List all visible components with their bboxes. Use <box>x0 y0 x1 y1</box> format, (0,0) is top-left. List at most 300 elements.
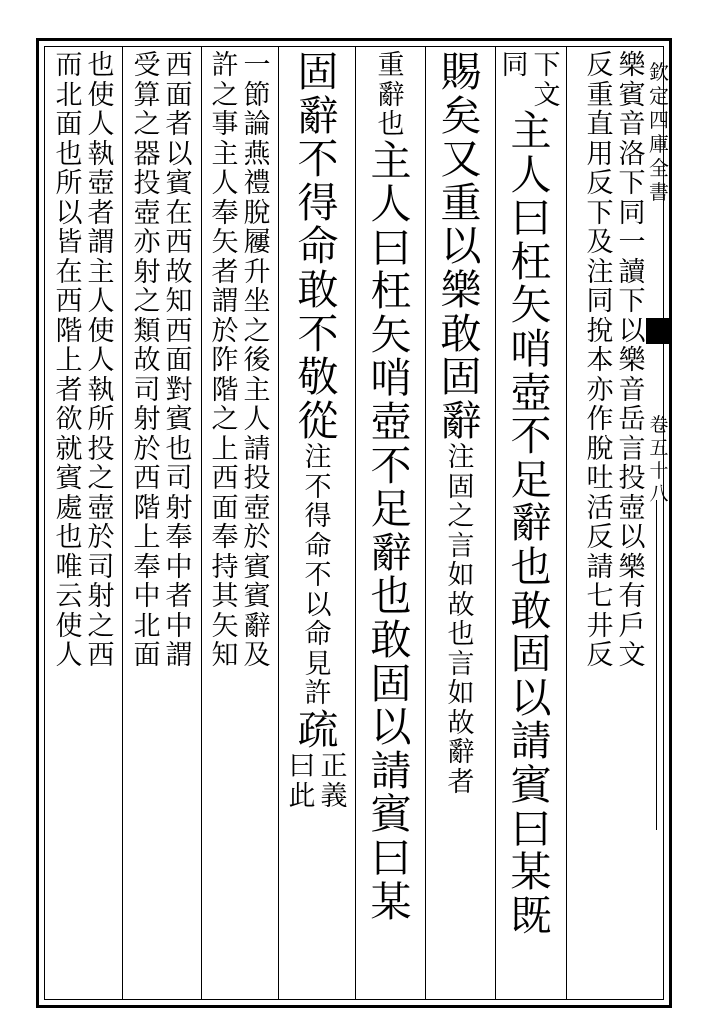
annotation-char: 處 <box>55 492 83 524</box>
annotation-char: 投 <box>618 463 646 494</box>
annotation-char: 謂 <box>87 227 115 258</box>
text-column-5 <box>283 48 353 812</box>
text-column-4 <box>360 52 422 925</box>
annotation-char: 西 <box>87 640 115 671</box>
commentary-char: 故 <box>447 707 475 739</box>
annotation-char: 主 <box>243 374 271 406</box>
annotation-char: 執 <box>87 374 115 406</box>
annotation-char: 同 <box>618 197 646 229</box>
annotation-char: 及 <box>243 640 271 671</box>
annotation-char: 面 <box>165 345 193 376</box>
text-column-7 <box>127 52 199 672</box>
main-char: 以 <box>440 222 482 271</box>
annotation-char: 人 <box>211 168 239 199</box>
annotation-left-line <box>586 52 615 672</box>
annotation-char: 同 <box>501 50 529 81</box>
main-char: 又 <box>440 135 482 184</box>
column-rule <box>495 46 496 1000</box>
annotation-left-line <box>55 52 84 672</box>
annotation-char: 重 <box>586 79 614 111</box>
annotation-char: 上 <box>211 433 239 465</box>
annotation-char: 挩 <box>586 315 614 347</box>
main-text <box>510 107 552 940</box>
annotation-char: 也 <box>87 50 115 81</box>
annotation-char: 西 <box>165 50 193 81</box>
annotation-char: 音 <box>618 374 646 406</box>
column-rule <box>201 46 202 1000</box>
annotation-char: 義 <box>320 780 348 812</box>
annotation-char: 面 <box>133 640 161 671</box>
main-char: 枉 <box>510 237 552 286</box>
main-char: 請 <box>510 717 552 766</box>
main-char: 固 <box>297 48 339 96</box>
text-column-2 <box>500 52 562 939</box>
annotation-char: 也 <box>165 433 193 465</box>
annotation-char: 欲 <box>55 404 83 435</box>
commentary-char: 者 <box>447 766 475 798</box>
annotation-char: 者 <box>165 109 193 140</box>
main-char: 也 <box>510 542 552 591</box>
annotation-char: 賓 <box>165 168 193 199</box>
main-char: 人 <box>370 180 412 229</box>
annotation-char: 人 <box>87 286 115 317</box>
annotation-char: 曰 <box>288 751 316 783</box>
main-char: 足 <box>510 455 552 504</box>
annotation-char: 下 <box>618 286 646 317</box>
commentary-char: 辭 <box>447 737 475 769</box>
annotation-char: 階 <box>133 492 161 524</box>
annotation-char: 就 <box>55 433 83 465</box>
commentary-text <box>305 444 332 710</box>
annotation-char: 之 <box>133 109 161 140</box>
annotation-char: 司 <box>165 463 193 494</box>
commentary-char: 注 <box>447 442 475 474</box>
annotation-char: 壺 <box>133 197 161 229</box>
main-char: 敢 <box>370 616 412 665</box>
main-char: 敢 <box>297 265 339 314</box>
annotation-char: 壺 <box>243 492 271 524</box>
commentary-char: 注 <box>304 442 332 474</box>
annotation-char: 下 <box>586 197 614 229</box>
main-char: 敬 <box>297 353 339 402</box>
main-char: 敢 <box>440 309 482 358</box>
annotation-left-line <box>133 52 162 672</box>
annotation-block <box>288 753 349 812</box>
margin-char: 庫 <box>649 132 669 156</box>
main-char: 也 <box>370 572 412 621</box>
annotation-char: 反 <box>586 640 614 671</box>
annotation-char: 賓 <box>618 79 646 111</box>
main-char: 疏 <box>297 705 339 754</box>
annotation-char: 於 <box>87 522 115 553</box>
annotation-char: 司 <box>87 551 115 583</box>
column-rule <box>122 46 123 1000</box>
main-char: 不 <box>370 441 412 490</box>
annotation-char: 算 <box>133 79 161 111</box>
main-char: 賓 <box>370 790 412 839</box>
annotation-char: 中 <box>165 610 193 642</box>
annotation-char: 持 <box>211 551 239 583</box>
annotation-char: 作 <box>586 404 614 435</box>
main-char: 壺 <box>510 368 552 417</box>
annotation-char: 及 <box>586 227 614 258</box>
annotation-char: 壺 <box>87 168 115 199</box>
annotation-char: 以 <box>55 197 83 229</box>
annotation-char: 在 <box>55 256 83 288</box>
annotation-char: 中 <box>133 581 161 612</box>
annotation-char: 燕 <box>243 138 271 170</box>
annotation-char: 使 <box>87 315 115 347</box>
annotation-char: 脫 <box>243 197 271 229</box>
main-text <box>370 136 412 926</box>
annotation-char: 面 <box>165 79 193 111</box>
annotation-char: 此 <box>288 780 316 812</box>
annotation-char: 阼 <box>211 345 239 376</box>
annotation-char: 投 <box>243 463 271 494</box>
annotation-char: 奉 <box>211 197 239 229</box>
annotation-char: 坐 <box>243 286 271 317</box>
commentary-char: 辭 <box>377 79 405 111</box>
annotation-char: 而 <box>55 50 83 81</box>
annotation-char: 類 <box>133 315 161 347</box>
annotation-char: 所 <box>55 168 83 199</box>
annotation-char: 者 <box>211 256 239 288</box>
annotation-char: 有 <box>618 581 646 612</box>
main-char: 固 <box>510 630 552 679</box>
main-char: 固 <box>440 353 482 402</box>
commentary-text <box>448 444 475 798</box>
annotation-block <box>55 52 116 672</box>
annotation-char: 投 <box>87 433 115 465</box>
annotation-char: 之 <box>211 79 239 111</box>
commentary-char: 不 <box>304 560 332 592</box>
annotation-char: 亦 <box>586 374 614 406</box>
main-text <box>297 705 339 754</box>
annotation-char: 洛 <box>618 138 646 170</box>
annotation-right-line <box>243 52 272 672</box>
annotation-char: 階 <box>211 374 239 406</box>
commentary-char: 言 <box>447 648 475 680</box>
annotation-char: 人 <box>87 345 115 376</box>
annotation-char: 矢 <box>211 610 239 642</box>
column-rule <box>566 46 567 1000</box>
annotation-char: 禮 <box>243 168 271 199</box>
main-char: 請 <box>370 746 412 795</box>
annotation-char: 階 <box>55 315 83 347</box>
margin-char: 四 <box>649 108 669 132</box>
annotation-char: 故 <box>133 345 161 376</box>
annotation-char: 射 <box>165 492 193 524</box>
annotation-char: 一 <box>618 227 646 258</box>
annotation-char: 西 <box>133 463 161 494</box>
main-char: 辭 <box>297 91 339 140</box>
main-char: 曰 <box>370 223 412 272</box>
main-char: 矣 <box>440 91 482 140</box>
commentary-char: 重 <box>377 50 405 81</box>
annotation-char: 人 <box>243 404 271 435</box>
annotation-char: 西 <box>211 463 239 494</box>
annotation-char: 北 <box>55 79 83 111</box>
main-char: 曰 <box>370 834 412 882</box>
main-char: 哨 <box>370 354 412 403</box>
main-char: 足 <box>370 485 412 534</box>
annotation-char: 用 <box>586 138 614 170</box>
text-column-6 <box>206 52 276 672</box>
annotation-char: 亦 <box>133 227 161 258</box>
main-char: 從 <box>297 396 339 445</box>
annotation-char: 其 <box>211 581 239 612</box>
text-column-3 <box>430 48 492 798</box>
main-char: 枉 <box>370 267 412 316</box>
annotation-char: 唯 <box>55 551 83 583</box>
annotation-char: 於 <box>243 522 271 553</box>
annotation-char: 以 <box>165 138 193 170</box>
margin-char: 全 <box>649 156 669 180</box>
annotation-char: 節 <box>243 79 271 111</box>
annotation-char: 奉 <box>133 551 161 583</box>
annotation-char: 本 <box>586 345 614 376</box>
annotation-char: 西 <box>165 227 193 258</box>
annotation-char: 奉 <box>165 522 193 553</box>
annotation-char: 賓 <box>55 463 83 494</box>
annotation-char: 云 <box>55 581 83 612</box>
annotation-char: 正 <box>320 751 348 783</box>
annotation-char: 北 <box>133 610 161 642</box>
annotation-char: 辭 <box>243 610 271 642</box>
annotation-char: 岳 <box>618 404 646 435</box>
annotation-char: 戶 <box>618 610 646 642</box>
main-char: 得 <box>297 178 339 227</box>
annotation-char: 也 <box>55 522 83 553</box>
text-column-1 <box>572 52 660 672</box>
annotation-char: 樂 <box>618 50 646 81</box>
commentary-char: 以 <box>304 589 332 621</box>
annotation-char: 讀 <box>618 256 646 288</box>
margin-char: 欽 <box>649 60 669 84</box>
annotation-char: 反 <box>586 168 614 199</box>
main-char: 辭 <box>510 499 552 548</box>
annotation-right-line <box>165 52 194 672</box>
annotation-char: 謂 <box>211 286 239 317</box>
annotation-char: 司 <box>133 374 161 406</box>
main-char: 某 <box>510 848 552 897</box>
commentary-char: 如 <box>447 678 475 710</box>
margin-char: 十 <box>649 460 669 482</box>
annotation-char: 下 <box>618 168 646 199</box>
annotation-char: 一 <box>243 50 271 81</box>
commentary-char: 也 <box>377 109 405 140</box>
commentary-char: 如 <box>447 560 475 592</box>
annotation-left-line <box>288 753 317 812</box>
margin-char: 書 <box>649 180 669 204</box>
annotation-char: 樂 <box>618 551 646 583</box>
annotation-char: 使 <box>55 610 83 642</box>
annotation-char: 之 <box>87 463 115 494</box>
annotation-char: 壺 <box>87 492 115 524</box>
annotation-char: 脫 <box>586 433 614 465</box>
annotation-char: 知 <box>211 640 239 671</box>
annotation-char: 之 <box>87 610 115 642</box>
annotation-char: 賓 <box>243 581 271 612</box>
main-char: 矢 <box>370 310 412 359</box>
main-char: 不 <box>297 135 339 184</box>
annotation-char: 謂 <box>165 640 193 671</box>
annotation-char: 賓 <box>243 551 271 583</box>
main-char: 壺 <box>370 398 412 447</box>
margin-char: 八 <box>649 483 669 505</box>
main-char: 不 <box>510 412 552 461</box>
annotation-char: 吐 <box>586 463 614 494</box>
main-char: 敢 <box>510 586 552 635</box>
commentary-char: 也 <box>447 619 475 651</box>
column-rule <box>355 46 356 1000</box>
annotation-char: 皆 <box>55 227 83 258</box>
annotation-char: 事 <box>211 109 239 140</box>
commentary-char: 之 <box>447 501 475 533</box>
main-char: 曰 <box>510 194 552 243</box>
annotation-block <box>501 52 562 111</box>
annotation-char: 矢 <box>211 227 239 258</box>
annotation-char: 反 <box>586 50 614 81</box>
annotation-right-line <box>533 52 562 111</box>
annotation-char: 之 <box>243 315 271 347</box>
annotation-char: 西 <box>165 315 193 347</box>
annotation-block <box>133 52 194 672</box>
main-char: 曰 <box>510 804 552 853</box>
annotation-char: 後 <box>243 345 271 376</box>
annotation-left-line <box>211 52 240 672</box>
main-char: 某 <box>370 877 412 926</box>
main-char: 辭 <box>370 528 412 577</box>
annotation-char: 投 <box>133 168 161 199</box>
main-text <box>440 48 482 445</box>
main-char: 不 <box>297 309 339 358</box>
annotation-char: 請 <box>586 551 614 583</box>
annotation-char: 射 <box>133 256 161 288</box>
commentary-char: 命 <box>304 619 332 651</box>
annotation-char: 主 <box>87 256 115 288</box>
annotation-char: 之 <box>211 404 239 435</box>
main-char: 既 <box>510 891 552 940</box>
main-char: 哨 <box>510 324 552 373</box>
annotation-char: 以 <box>618 522 646 553</box>
margin-char: 卷 <box>649 414 669 436</box>
main-char: 賜 <box>440 48 482 96</box>
annotation-char: 者 <box>87 197 115 229</box>
annotation-char: 使 <box>87 79 115 111</box>
annotation-char: 人 <box>55 640 83 671</box>
annotation-char: 上 <box>55 345 83 376</box>
annotation-char: 文 <box>533 79 561 111</box>
annotation-char: 許 <box>211 50 239 81</box>
annotation-right-line <box>87 52 116 672</box>
annotation-char: 對 <box>165 374 193 406</box>
commentary-char: 固 <box>447 471 475 503</box>
main-char: 以 <box>370 703 412 752</box>
annotation-char: 壺 <box>618 492 646 524</box>
annotation-char: 上 <box>133 522 161 553</box>
commentary-char: 許 <box>304 678 332 710</box>
column-rule <box>278 46 279 1000</box>
main-char: 以 <box>510 673 552 722</box>
annotation-char: 反 <box>586 522 614 553</box>
commentary-char: 故 <box>447 589 475 621</box>
annotation-char: 文 <box>618 640 646 671</box>
annotation-char: 於 <box>133 433 161 465</box>
annotation-char: 所 <box>87 404 115 435</box>
main-char: 主 <box>370 136 412 185</box>
annotation-char: 面 <box>55 109 83 140</box>
annotation-char: 射 <box>133 404 161 435</box>
annotation-char: 言 <box>618 433 646 465</box>
annotation-char: 主 <box>211 138 239 170</box>
annotation-char: 受 <box>133 50 161 81</box>
annotation-char: 論 <box>243 109 271 140</box>
annotation-char: 者 <box>165 581 193 612</box>
annotation-char: 七 <box>586 581 614 612</box>
main-char: 樂 <box>440 265 482 314</box>
main-char: 賓 <box>510 760 552 809</box>
annotation-char: 注 <box>586 256 614 288</box>
annotation-char: 西 <box>55 286 83 317</box>
annotation-char: 在 <box>165 197 193 229</box>
margin-char: 定 <box>649 84 669 108</box>
annotation-char: 執 <box>87 138 115 170</box>
annotation-block <box>586 52 647 672</box>
commentary-char: 不 <box>304 471 332 503</box>
annotation-char: 奉 <box>211 522 239 553</box>
annotation-char: 同 <box>586 286 614 317</box>
main-char: 人 <box>510 150 552 199</box>
commentary-char: 見 <box>304 648 332 680</box>
annotation-char: 故 <box>165 256 193 288</box>
annotation-block <box>211 52 272 672</box>
annotation-char: 以 <box>618 315 646 347</box>
annotation-right-line <box>320 753 349 812</box>
main-char: 矢 <box>510 281 552 330</box>
annotation-char: 賓 <box>165 404 193 435</box>
annotation-char: 活 <box>586 492 614 524</box>
commentary-char: 得 <box>304 501 332 533</box>
annotation-char: 人 <box>87 109 115 140</box>
annotation-char: 面 <box>211 492 239 524</box>
annotation-right-line <box>618 52 647 672</box>
annotation-char: 請 <box>243 433 271 465</box>
annotation-char: 器 <box>133 138 161 170</box>
commentary-text <box>378 52 405 141</box>
main-text <box>297 48 339 445</box>
annotation-char: 也 <box>55 138 83 170</box>
annotation-char: 屨 <box>243 227 271 258</box>
annotation-char: 直 <box>586 109 614 140</box>
main-char: 固 <box>370 659 412 708</box>
commentary-char: 言 <box>447 530 475 562</box>
commentary-char: 命 <box>304 530 332 562</box>
margin-char: 五 <box>649 437 669 459</box>
annotation-char: 之 <box>133 286 161 317</box>
main-char: 重 <box>440 178 482 227</box>
annotation-char: 樂 <box>618 345 646 376</box>
annotation-char: 中 <box>165 551 193 583</box>
main-char: 命 <box>297 222 339 271</box>
annotation-char: 下 <box>533 50 561 81</box>
column-rule <box>425 46 426 1000</box>
annotation-char: 升 <box>243 256 271 288</box>
annotation-char: 音 <box>618 109 646 140</box>
annotation-char: 射 <box>87 581 115 612</box>
annotation-char: 井 <box>586 610 614 642</box>
text-column-8 <box>50 52 120 672</box>
